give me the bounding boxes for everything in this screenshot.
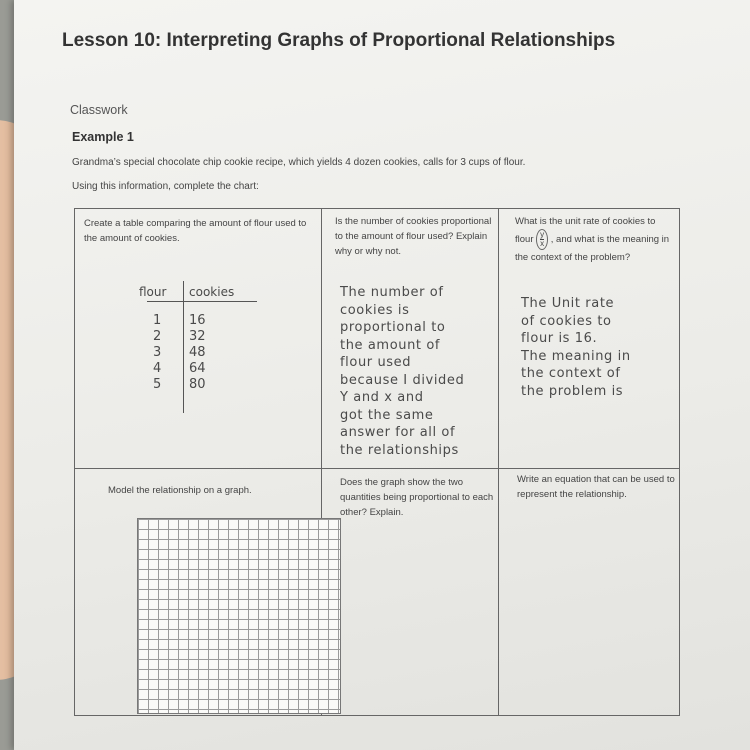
cookies-value: 80 [189, 377, 206, 392]
answer-line: answer for all of [340, 425, 456, 440]
unit-rate-text: What is the unit rate of cookies to flour [515, 216, 656, 246]
fraction-denominator: x [540, 239, 545, 248]
cookies-value: 48 [189, 345, 206, 360]
flour-value: 3 [153, 345, 162, 360]
cookies-value: 64 [189, 361, 206, 376]
flour-cookies-table [139, 285, 269, 415]
answer-line: the problem is [521, 383, 624, 399]
problem-statement: Grandma’s special chocolate chip cookie recipe, which yields 4 dozen cookies, calls for 3 cups of flour. [72, 157, 526, 168]
answer-line: cookies is [340, 302, 410, 318]
table-divider [75, 468, 679, 469]
graph-grid [137, 518, 341, 714]
section-label: Classwork [70, 103, 128, 117]
cookies-value: 16 [189, 313, 206, 328]
flour-header: flour [139, 285, 167, 299]
answer-line: the relationships [340, 442, 459, 458]
table-rule [183, 281, 184, 413]
fraction-y-over-x [536, 229, 548, 250]
cookies-header: cookies [189, 285, 235, 299]
flour-value: 1 [153, 313, 162, 328]
equation-prompt: Write an equation that can be used to represent the relationship. [517, 474, 675, 500]
answer-line: got the same [340, 407, 434, 423]
answer-line: The Unit rate [521, 296, 615, 311]
instructions: Using this information, complete the chart: [72, 181, 259, 192]
flour-value: 4 [153, 361, 162, 376]
table-divider [498, 209, 499, 715]
worksheet-page [14, 0, 750, 750]
answer-line: The number of [340, 285, 444, 300]
proportional-prompt: Is the number of cookies proportional to the amount of flour used? Explain why or why not. [335, 216, 492, 257]
unit-rate-prompt [515, 214, 675, 265]
example-heading: Example 1 [72, 130, 134, 144]
graph-question: Does the graph show the two quantities being proportional to each other? Explain. [340, 477, 494, 518]
chart-table [74, 208, 680, 716]
cookies-column [189, 313, 206, 393]
lesson-title: Lesson 10: Interpreting Graphs of Proportional Relationships [62, 30, 616, 51]
answer-line: the context of [521, 366, 621, 381]
answer-line: Y and x and [340, 390, 424, 405]
answer-line: because I divided [340, 372, 465, 388]
unit-rate-text: , and what is the meaning in the context of the problem? [515, 234, 670, 263]
flour-column [153, 313, 161, 393]
table-rule [147, 301, 257, 302]
flour-value: 5 [153, 377, 162, 392]
table-prompt: Create a table comparing the amount of flour used to the amount of cookies. [84, 218, 307, 244]
answer-line: flour used [340, 355, 412, 370]
answer-line: The meaning in [521, 348, 631, 364]
answer-line: the amount of [340, 337, 441, 353]
answer-line: proportional to [340, 320, 446, 335]
proportional-answer [340, 284, 464, 459]
unit-rate-answer [521, 295, 631, 400]
flour-value: 2 [153, 329, 162, 344]
cookies-value: 32 [189, 329, 206, 344]
answer-line: of cookies to [521, 313, 612, 329]
graph-prompt: Model the relationship on a graph. [108, 485, 252, 496]
fraction-numerator: y [540, 230, 545, 239]
answer-line: flour is 16. [521, 331, 598, 346]
